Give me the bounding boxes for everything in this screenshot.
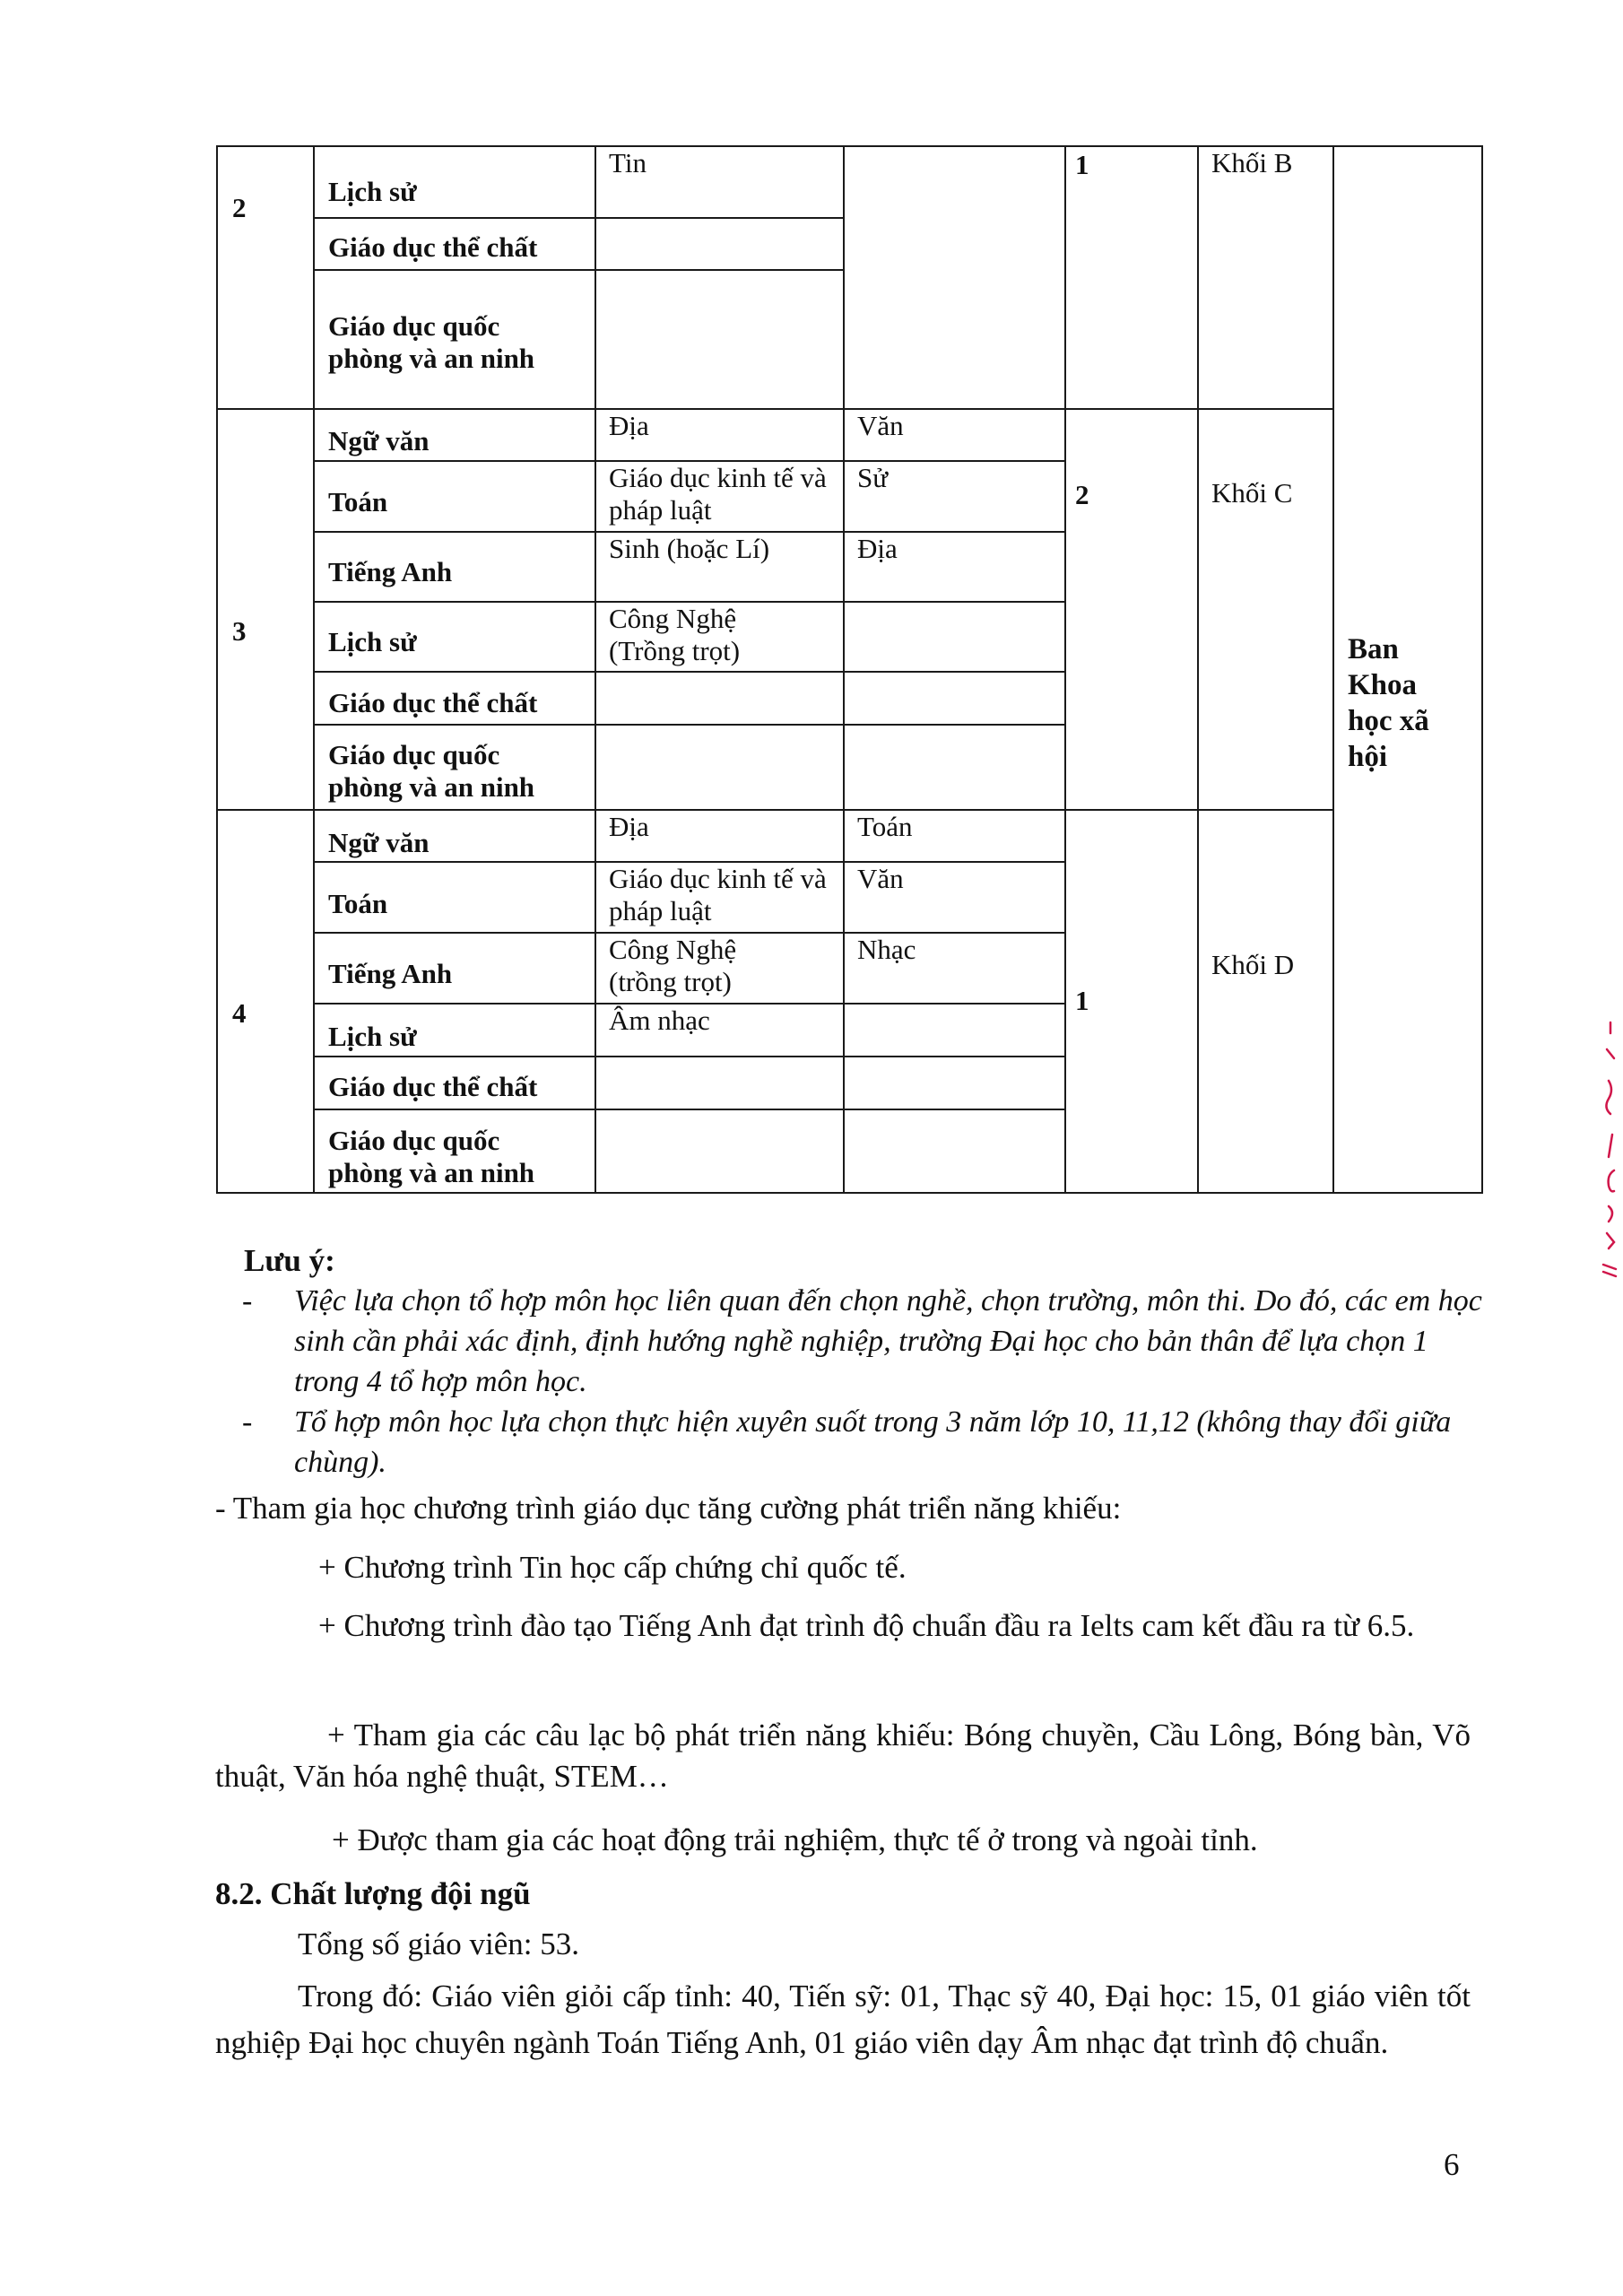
required-subject: Toán bbox=[328, 888, 388, 919]
teacher-detail: Trong đó: Giáo viên giỏi cấp tỉnh: 40, Tiến sỹ: 01, Thạc sỹ 40, Đại học: 15, 01 giáo viên tốt nghiệp Đại học chuyên ngành Toán Tiếng Anh, 01 giáo viên dạy Âm nhạc đạt trình độ chuẩn. bbox=[215, 1979, 1471, 2060]
program-item: + Chương trình Tin học cấp chứng chỉ quốc tế. bbox=[318, 1550, 907, 1585]
group-divider bbox=[1064, 809, 1332, 811]
block-label: Khối D bbox=[1211, 949, 1295, 980]
notes-list bbox=[242, 1281, 1488, 1483]
section-heading: 8.2. Chất lượng đội ngũ bbox=[215, 1876, 531, 1911]
required-subject: Tiếng Anh bbox=[328, 556, 453, 587]
required-subject: Ngữ văn bbox=[328, 827, 430, 858]
group-number: 4 bbox=[232, 997, 247, 1029]
required-subject: Lịch sử bbox=[328, 626, 417, 657]
elective-subject: Giáo dục kinh tế và pháp luật bbox=[609, 863, 827, 926]
required-subject: Tiếng Anh bbox=[328, 958, 453, 989]
group-number: 3 bbox=[232, 615, 247, 647]
table-border-left bbox=[216, 145, 218, 1194]
elective-subject: Tin bbox=[609, 147, 647, 178]
col-divider bbox=[1332, 145, 1334, 1194]
elective-subject: Văn bbox=[857, 410, 904, 441]
elective-subject: Văn bbox=[857, 863, 904, 894]
note-text: Tổ hợp môn học lựa chọn thực hiện xuyên suốt trong 3 năm lớp 10, 11,12 (không thay đổi giữa chùng). bbox=[294, 1405, 1452, 1479]
required-subject: Lịch sử bbox=[328, 1021, 417, 1052]
required-subject: Lịch sử bbox=[328, 176, 417, 207]
class-count: 2 bbox=[1075, 479, 1089, 510]
elective-subject: Sinh (hoặc Lí) bbox=[609, 533, 770, 564]
elective-subject: Toán bbox=[857, 811, 913, 842]
note-item bbox=[242, 1402, 1488, 1483]
elective-subject: Địa bbox=[857, 533, 898, 564]
group-divider bbox=[216, 809, 313, 811]
notes-heading: Lưu ý: bbox=[244, 1243, 335, 1278]
required-subject: Giáo dục thể chất bbox=[328, 231, 538, 263]
elective-subject: Địa bbox=[609, 811, 649, 842]
required-subject: Toán bbox=[328, 486, 388, 517]
col-divider bbox=[1064, 145, 1066, 1194]
elective-subject: Âm nhạc bbox=[609, 1004, 710, 1036]
handwritten-mark-icon bbox=[1598, 1013, 1619, 1283]
page-number: 6 bbox=[1444, 2147, 1460, 2182]
elective-subject: Giáo dục kinh tế và pháp luật bbox=[609, 462, 827, 526]
col-divider bbox=[1197, 145, 1199, 1194]
bullet-dash: - bbox=[242, 1405, 253, 1439]
note-item bbox=[242, 1281, 1488, 1402]
block-label: Khối B bbox=[1211, 147, 1293, 178]
department-label: Ban Khoa học xã hội bbox=[1348, 633, 1429, 773]
required-subject: Ngữ văn bbox=[328, 425, 430, 457]
subject-combination-table bbox=[216, 145, 1483, 1194]
program-item: + Chương trình đào tạo Tiếng Anh đạt trình độ chuẩn đầu ra Ielts cam kết đầu ra từ 6.5. bbox=[318, 1608, 1415, 1643]
class-count: 1 bbox=[1075, 149, 1089, 180]
group-number: 2 bbox=[232, 192, 247, 223]
elective-subject: Sử bbox=[857, 462, 889, 493]
program-item: + Tham gia các câu lạc bộ phát triển năng khiếu: Bóng chuyền, Cầu Lông, Bóng bàn, Võ thuật, Văn hóa nghệ thuật, STEM… bbox=[215, 1718, 1471, 1794]
group-divider bbox=[216, 408, 1332, 410]
row-divider bbox=[313, 217, 843, 219]
required-subject: Giáo dục quốc phòng và an ninh bbox=[328, 1125, 535, 1188]
required-subject: Giáo dục thể chất bbox=[328, 687, 538, 718]
elective-subject: Nhạc bbox=[857, 934, 916, 965]
col-divider bbox=[843, 145, 845, 1194]
elective-subject: Công Nghệ (trồng trọt) bbox=[609, 934, 737, 997]
required-subject: Giáo dục thể chất bbox=[328, 1071, 538, 1102]
bullet-dash: - bbox=[242, 1284, 253, 1318]
required-subject: Giáo dục quốc phòng và an ninh bbox=[328, 739, 535, 803]
row-divider bbox=[313, 269, 843, 271]
row-divider bbox=[313, 671, 1064, 673]
program-item: + Được tham gia các hoạt động trải nghiệm, thực tế ở trong và ngoài tỉnh. bbox=[332, 1822, 1258, 1857]
required-subject: Giáo dục quốc phòng và an ninh bbox=[328, 310, 535, 374]
col-divider bbox=[595, 145, 596, 1194]
row-divider bbox=[313, 1056, 1064, 1057]
elective-subject: Công Nghệ (Trồng trọt) bbox=[609, 603, 741, 666]
total-teachers: Tổng số giáo viên: 53. bbox=[298, 1926, 579, 1961]
row-divider bbox=[313, 724, 1064, 726]
class-count: 1 bbox=[1075, 985, 1089, 1016]
elective-subject: Địa bbox=[609, 410, 649, 441]
table-border-top bbox=[216, 145, 1483, 147]
table-border-bottom bbox=[216, 1192, 1483, 1194]
note-text: Việc lựa chọn tổ hợp môn học liên quan đến chọn nghề, chọn trường, môn thi. Do đó, các em học sinh cần phải xác định, định hướng nghề nghiệp, trường Đại học cho bản thân để lựa chọn 1 trong 4 tổ hợp môn học. bbox=[294, 1284, 1482, 1398]
row-divider bbox=[313, 1109, 1064, 1110]
row-divider bbox=[313, 809, 1064, 811]
program-intro: - Tham gia học chương trình giáo dục tăng cường phát triển năng khiếu: bbox=[215, 1491, 1122, 1526]
block-label: Khối C bbox=[1211, 477, 1293, 509]
col-divider bbox=[313, 145, 315, 1194]
table-border-right bbox=[1481, 145, 1483, 1194]
